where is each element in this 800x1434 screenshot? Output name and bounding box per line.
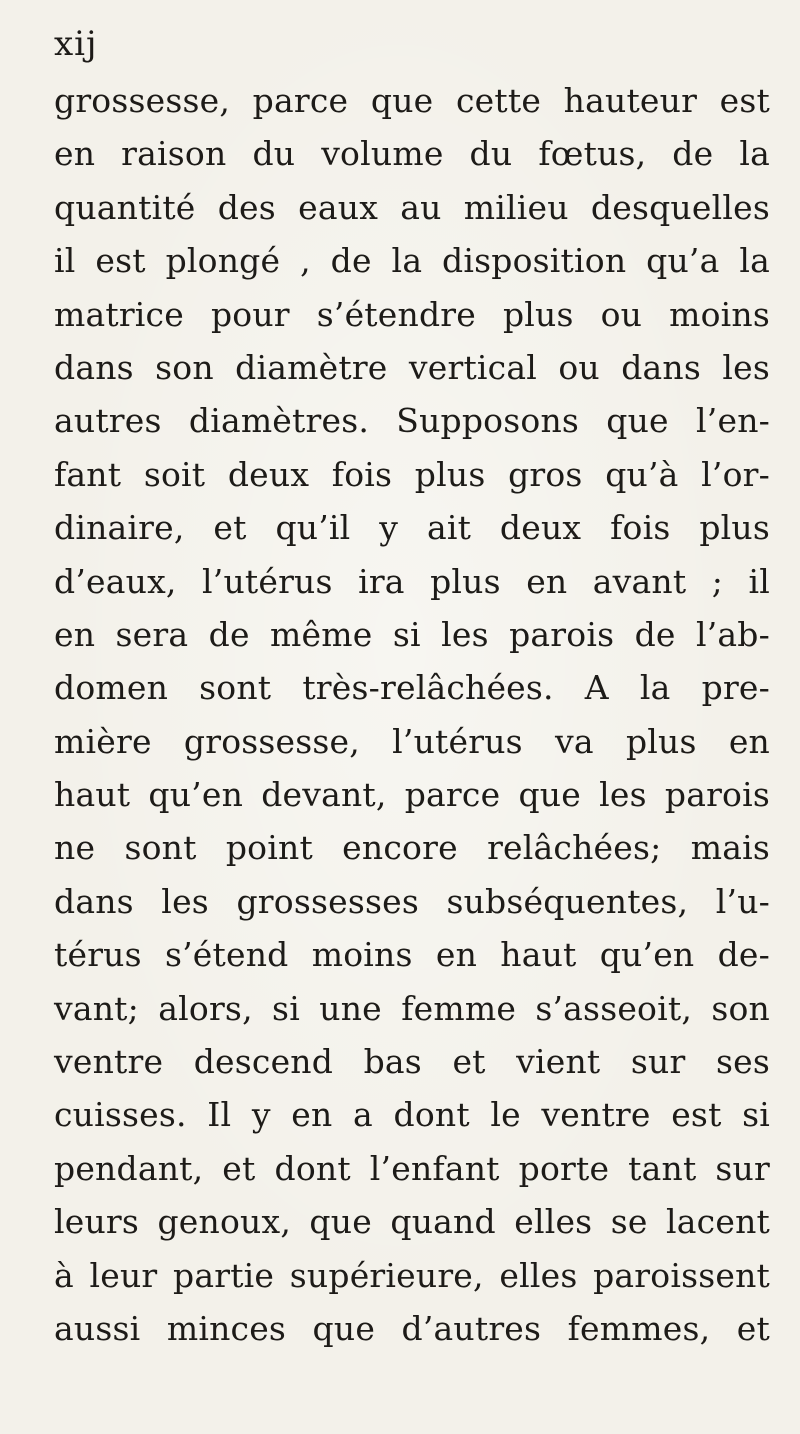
text-line: dans les grossesses subséquentes, l’u-: [54, 881, 770, 921]
text-line: domen sont très-relâchées. A la pre-: [54, 668, 770, 708]
body-text: [54, 74, 770, 1355]
text-line: mière grossesse, l’utérus va plus en: [54, 721, 770, 761]
text-line: térus s’étend moins en haut qu’en de-: [54, 935, 770, 975]
text-line: dans son diamètre vertical ou dans les: [54, 347, 770, 387]
text-line: à leur partie supérieure, elles paroissent: [54, 1255, 770, 1295]
text-line: cuisses. Il y en a dont le ventre est si: [54, 1095, 770, 1135]
text-line: ne sont point encore relâchées; mais: [54, 828, 770, 868]
text-line: haut qu’en devant, parce que les parois: [54, 775, 770, 815]
text-line: grossesse, parce que cette hauteur est: [54, 81, 770, 120]
page-number: xij: [54, 24, 98, 64]
text-line: matrice pour s’étendre plus ou moins: [54, 294, 770, 334]
text-line: ventre descend bas et vient sur ses: [54, 1042, 770, 1082]
text-line: en raison du volume du fœtus, de la: [54, 134, 770, 174]
text-line: autres diamètres. Supposons que l’en-: [54, 401, 770, 441]
text-line: pendant, et dont l’enfant porte tant sur: [54, 1148, 770, 1188]
text-line: leurs genoux, que quand elles se lacent: [54, 1202, 770, 1242]
text-line: il est plongé , de la disposition qu’a la: [54, 241, 770, 281]
text-line: fant soit deux fois plus gros qu’à l’or-: [54, 454, 770, 494]
text-line: dinaire, et qu’il y ait deux fois plus: [54, 508, 770, 548]
text-line: en sera de même si les parois de l’ab-: [54, 614, 770, 654]
text-line: d’eaux, l’utérus ira plus en avant ; il: [54, 561, 770, 601]
text-line: quantité des eaux au milieu desquelles: [54, 187, 770, 227]
text-line: vant; alors, si une femme s’asseoit, son: [54, 988, 770, 1028]
text-line: aussi minces que d’autres femmes, et: [54, 1308, 770, 1348]
